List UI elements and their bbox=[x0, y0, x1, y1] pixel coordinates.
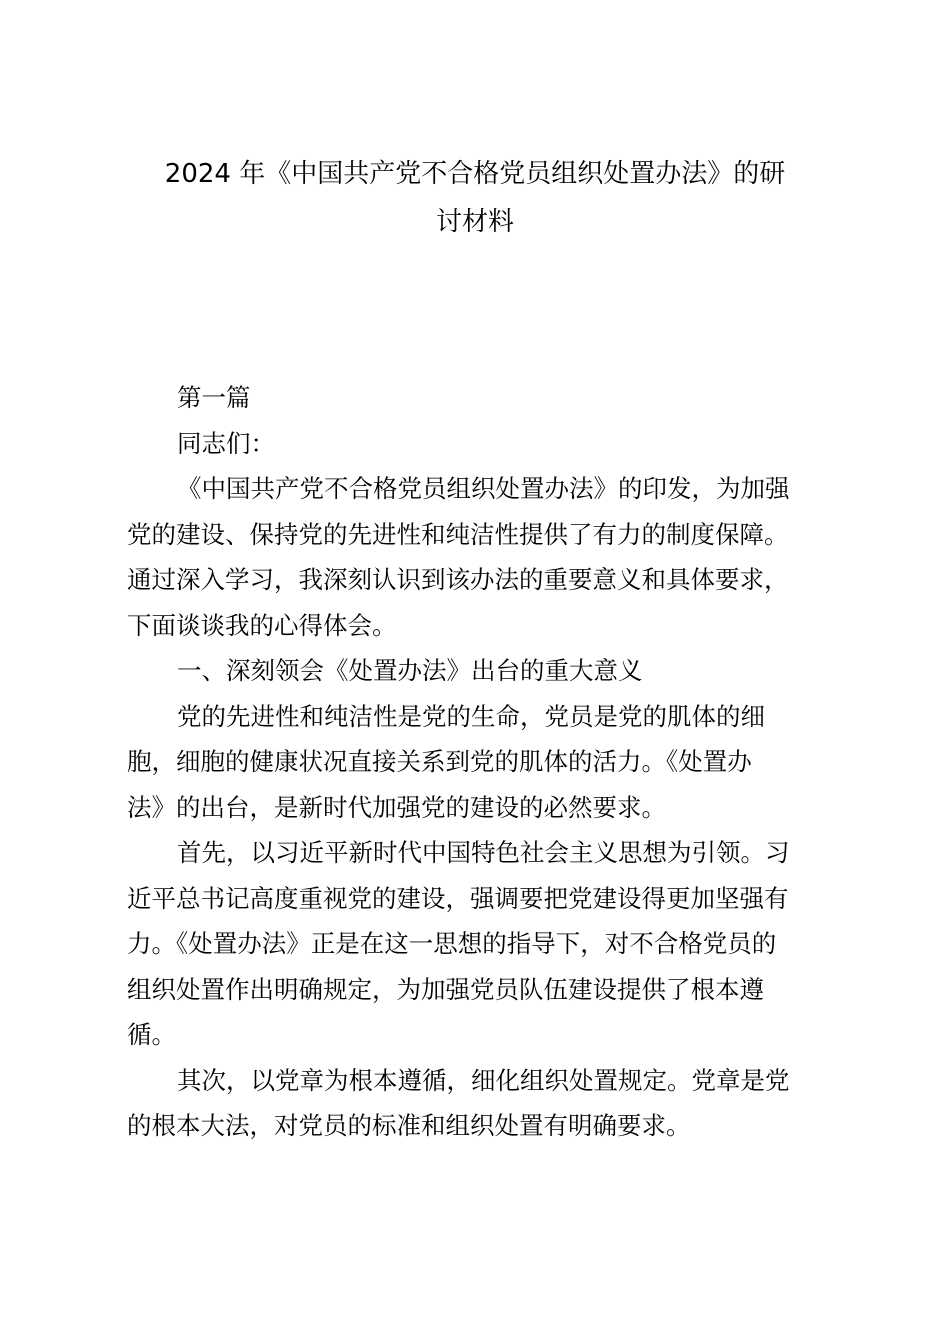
paragraph-1-line: 下面谈谈我的心得体会。 bbox=[127, 610, 397, 640]
paragraph-3-line: 首先，以习近平新时代中国特色社会主义思想为引领。习 bbox=[177, 838, 790, 867]
paragraph-3-line: 力。《处置办法》正是在这一思想的指导下，对不合格党员的 bbox=[127, 929, 777, 958]
paragraph-1-line: 通过深入学习，我深刻认识到该办法的重要意义和具体要求， bbox=[127, 565, 789, 594]
paragraph-3-line: 循。 bbox=[127, 1020, 176, 1049]
salutation: 同志们： bbox=[177, 428, 275, 458]
paragraph-1-line: 党的建设、保持党的先进性和纯洁性提供了有力的制度保障。 bbox=[127, 519, 789, 549]
paragraph-4-line: 的根本大法，对党员的标准和组织处置有明确要求。 bbox=[127, 1111, 691, 1140]
paragraph-2-line: 法》的出台，是新时代加强党的建设的必然要求。 bbox=[127, 792, 666, 822]
document-title bbox=[120, 150, 830, 246]
paragraph-2-line: 胞，细胞的健康状况直接关系到党的肌体的活力。《处置办 bbox=[127, 747, 752, 776]
title-line-1: 2024 年《中国共产党不合格党员组织处置办法》的研 bbox=[164, 159, 786, 189]
section-label: 第一篇 bbox=[177, 383, 251, 412]
paragraph-4-line: 其次，以党章为根本遵循，细化组织处置规定。党章是党 bbox=[177, 1065, 790, 1095]
section-heading-1: 一、深刻领会《处置办法》出台的重大意义 bbox=[177, 656, 643, 685]
title-line-2: 讨材料 bbox=[435, 207, 514, 237]
paragraph-1-line: 《中国共产党不合格党员组织处置办法》的印发，为加强 bbox=[177, 474, 790, 503]
paragraph-3-line: 近平总书记高度重视党的建设，强调要把党建设得更加坚强有 bbox=[127, 883, 789, 913]
paragraph-2-line: 党的先进性和纯洁性是党的生命，党员是党的肌体的细 bbox=[177, 701, 765, 731]
paragraph-3-line: 组织处置作出明确规定，为加强党员队伍建设提供了根本遵 bbox=[127, 974, 764, 1004]
document-body bbox=[127, 375, 822, 1149]
